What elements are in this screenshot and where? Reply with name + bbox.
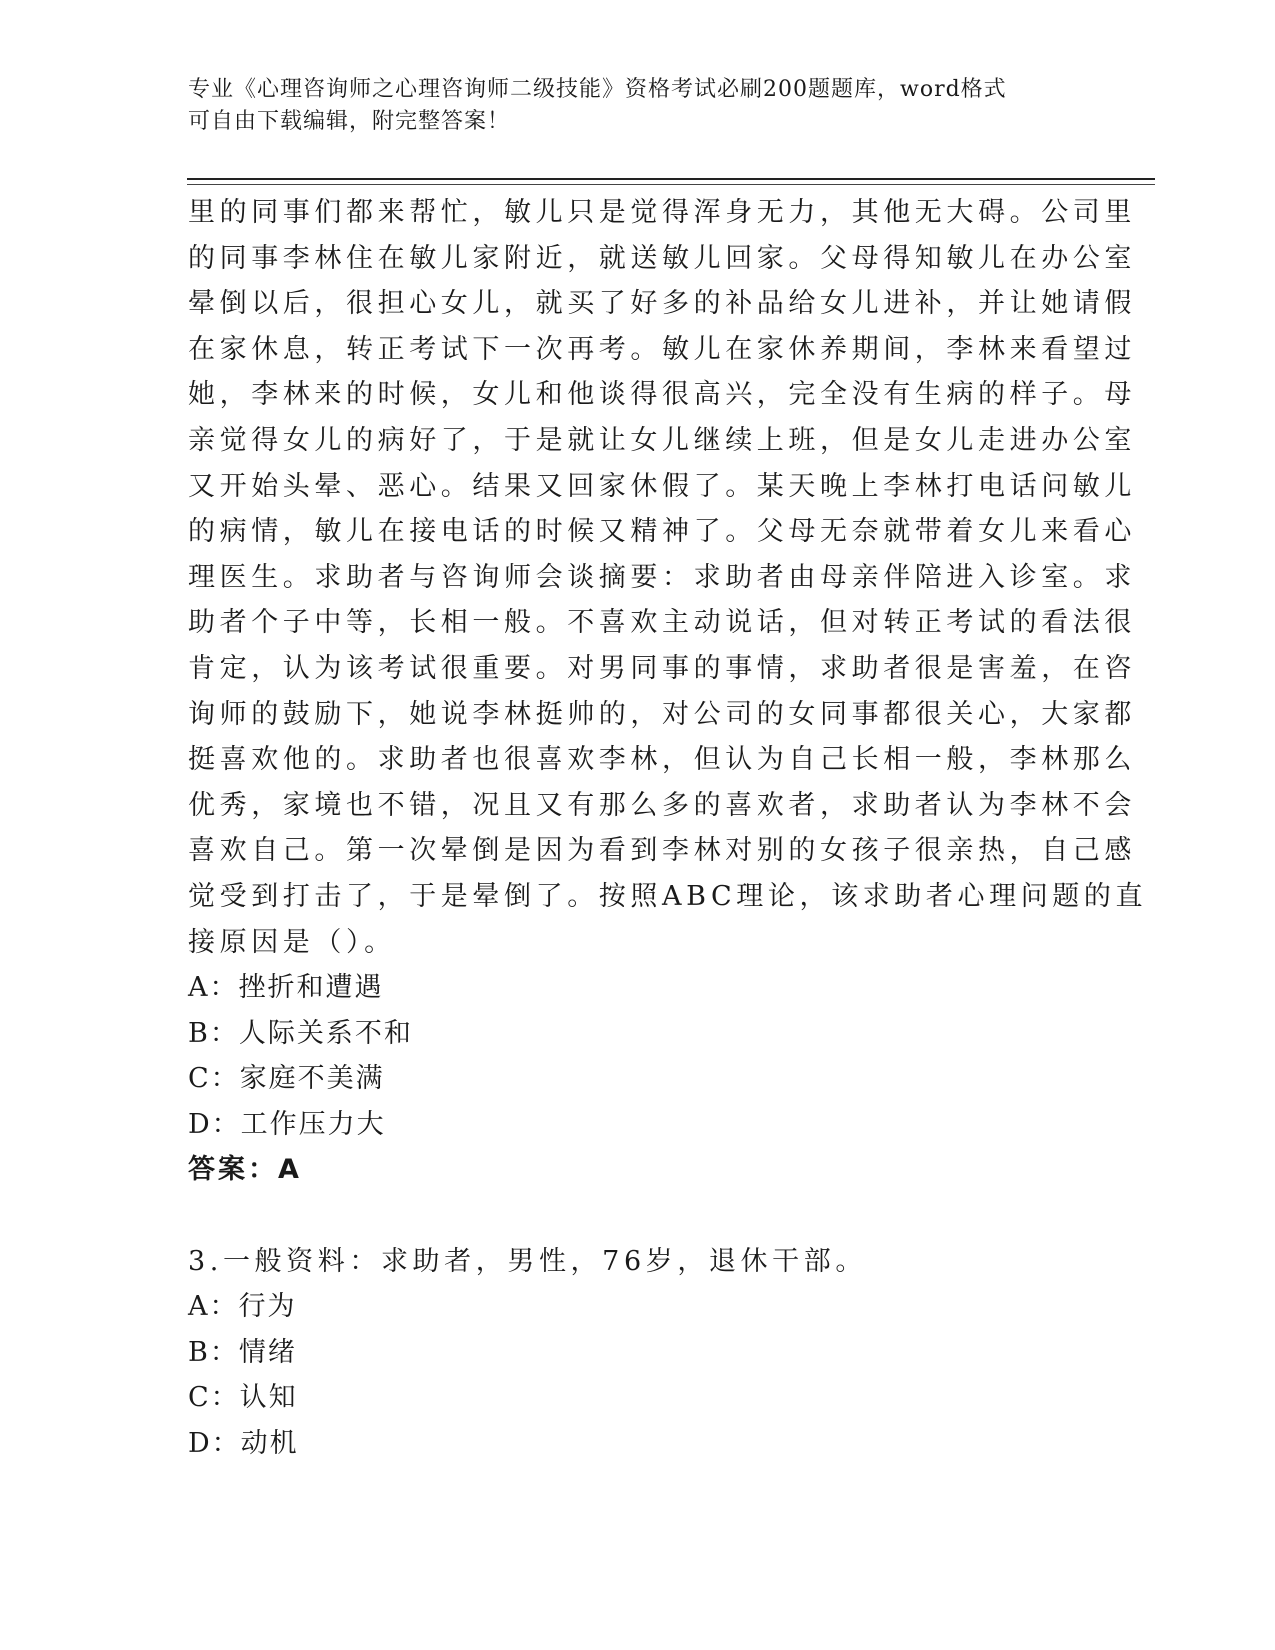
stem-line: 理医生。求助者与咨询师会谈摘要：求助者由母亲伴陪进入诊室。求 xyxy=(188,561,1136,593)
option-b: B：人际关系不和 xyxy=(188,1017,413,1049)
question-3 xyxy=(188,1239,1068,1467)
option-a: A：行为 xyxy=(188,1291,297,1323)
option-d: D：动机 xyxy=(188,1428,299,1460)
question-2-stem xyxy=(188,190,1148,965)
header-divider-thick xyxy=(187,178,1155,180)
question-2-options xyxy=(188,965,1068,1147)
option-b: B：情绪 xyxy=(188,1336,297,1368)
stem-line: 她，李林来的时候，女儿和他谈得很高兴，完全没有生病的样子。母 xyxy=(188,379,1136,411)
question-2-answer: 答案：A xyxy=(188,1154,302,1186)
stem-line: 里的同事们都来帮忙，敏儿只是觉得浑身无力，其他无大碍。公司里 xyxy=(188,197,1136,228)
spacer xyxy=(188,1193,1068,1239)
stem-line: 在家休息，转正考试下一次再考。敏儿在家休养期间，李林来看望过 xyxy=(188,333,1136,365)
stem-line: 的同事李林住在敏儿家附近，就送敏儿回家。父母得知敏儿在办公室 xyxy=(188,242,1136,274)
stem-line: 挺喜欢他的。求助者也很喜欢李林，但认为自己长相一般，李林那么 xyxy=(188,744,1136,776)
stem-line: 优秀，家境也不错，况且又有那么多的喜欢者，求助者认为李林不会 xyxy=(188,789,1136,821)
page-header xyxy=(188,74,1068,138)
stem-line: 的病情，敏儿在接电话的时候又精神了。父母无奈就带着女儿来看心 xyxy=(188,516,1136,548)
option-d: D：工作压力大 xyxy=(188,1108,386,1140)
question-3-stem: 3.一般资料：求助者，男性，76岁，退休干部。 xyxy=(188,1245,867,1277)
stem-line: 肯定，认为该考试很重要。对男同事的事情，求助者很是害羞，在咨 xyxy=(188,652,1136,684)
stem-line: 觉受到打击了，于是晕倒了。按照ABC理论，该求助者心理问题的直 xyxy=(188,880,1148,912)
stem-line: 亲觉得女儿的病好了，于是就让女儿继续上班，但是女儿走进办公室 xyxy=(188,424,1136,456)
stem-line: 晕倒以后，很担心女儿，就买了好多的补品给女儿进补，并让她请假 xyxy=(188,288,1136,320)
option-a: A：挫折和遭遇 xyxy=(188,972,384,1004)
option-c: C：家庭不美满 xyxy=(188,1063,385,1095)
header-divider-thin xyxy=(187,184,1155,185)
option-c: C：认知 xyxy=(188,1382,298,1414)
stem-line: 询师的鼓励下，她说李林挺帅的，对公司的女同事都很关心，大家都 xyxy=(188,698,1136,730)
header-line-1: 专业《心理咨询师之心理咨询师二级技能》资格考试必刷200题题库，word格式 xyxy=(188,77,1007,102)
header-line-2: 可自由下载编辑，附完整答案！ xyxy=(188,109,511,134)
document-body xyxy=(188,190,1148,1467)
stem-line: 又开始头晕、恶心。结果又回家休假了。某天晚上李林打电话问敏儿 xyxy=(188,470,1136,502)
stem-line: 助者个子中等，长相一般。不喜欢主动说话，但对转正考试的看法很 xyxy=(188,607,1136,639)
stem-line: 喜欢自己。第一次晕倒是因为看到李林对别的女孩子很亲热，自己感 xyxy=(188,835,1136,867)
stem-line: 接原因是（）。 xyxy=(188,926,396,958)
